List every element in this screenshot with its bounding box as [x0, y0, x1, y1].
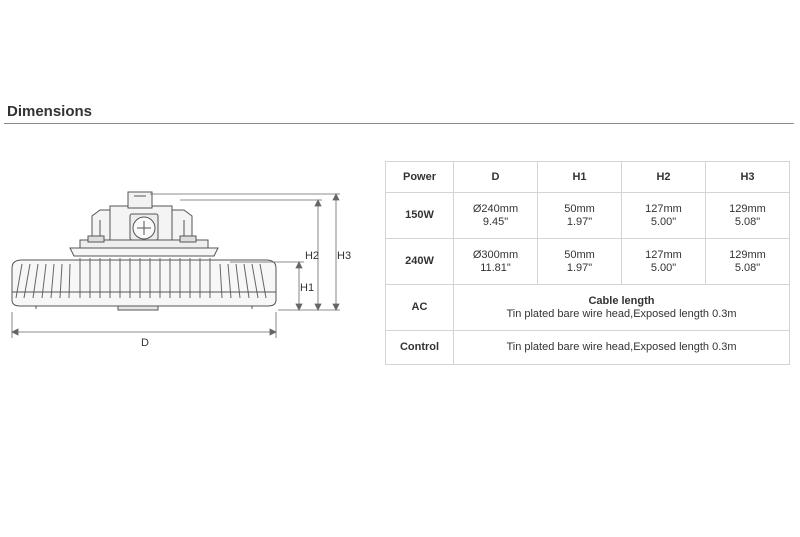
cell-imperial: 9.45" — [482, 215, 509, 228]
cell-imperial: 5.08" — [734, 261, 761, 274]
section-title: Dimensions — [7, 103, 93, 120]
dimension-label-h2: H2 — [304, 250, 319, 262]
cable-length-title: Cable length — [588, 294, 655, 307]
cell-imperial: 5.08" — [734, 215, 761, 228]
cell-h1 — [538, 239, 622, 285]
cell-imperial: 5.00" — [650, 215, 677, 228]
cell-ac-cable — [454, 285, 790, 331]
cell-metric: 129mm — [729, 202, 766, 215]
dimensions-table — [385, 161, 790, 365]
cell-h3 — [706, 193, 790, 239]
cell-metric: 127mm — [645, 202, 682, 215]
cell-imperial: 11.81" — [480, 261, 511, 274]
row-power: 240W — [386, 239, 454, 285]
row-power: 150W — [386, 193, 454, 239]
cell-metric: 50mm — [564, 248, 595, 261]
dimension-label-h1: H1 — [300, 282, 315, 294]
header-h2: H2 — [622, 162, 706, 193]
cell-metric: Ø240mm — [472, 202, 519, 215]
cell-h2 — [622, 239, 706, 285]
row-control-label: Control — [386, 331, 454, 365]
cell-metric: 50mm — [564, 202, 595, 215]
dimension-label-d: D — [141, 337, 149, 349]
cell-h3 — [706, 239, 790, 285]
header-d: D — [454, 162, 538, 193]
cell-control-cable: Tin plated bare wire head,Exposed length 0.3m — [454, 331, 790, 365]
cell-metric: Ø300mm — [472, 248, 519, 261]
cell-d — [454, 239, 538, 285]
fixture-dimension-drawing — [0, 180, 360, 350]
ac-cable-description: Tin plated bare wire head,Exposed length 0.3m — [506, 307, 737, 320]
cell-h2 — [622, 193, 706, 239]
header-h1: H1 — [538, 162, 622, 193]
cell-imperial: 1.97" — [566, 261, 593, 274]
high-bay-fixture-illustration — [12, 192, 276, 310]
header-h3: H3 — [706, 162, 790, 193]
table-header-row — [386, 162, 790, 193]
cell-imperial: 5.00" — [650, 261, 677, 274]
dimension-label-h3: H3 — [337, 250, 352, 262]
table-row — [386, 239, 790, 285]
cell-imperial: 1.97" — [566, 215, 593, 228]
cell-metric: 129mm — [729, 248, 766, 261]
row-ac-label: AC — [386, 285, 454, 331]
cell-d — [454, 193, 538, 239]
section-divider — [4, 123, 794, 124]
header-power: Power — [386, 162, 454, 193]
cell-metric: 127mm — [645, 248, 682, 261]
cell-h1 — [538, 193, 622, 239]
table-row — [386, 193, 790, 239]
table-row-ac — [386, 285, 790, 331]
table-row-control — [386, 331, 790, 365]
